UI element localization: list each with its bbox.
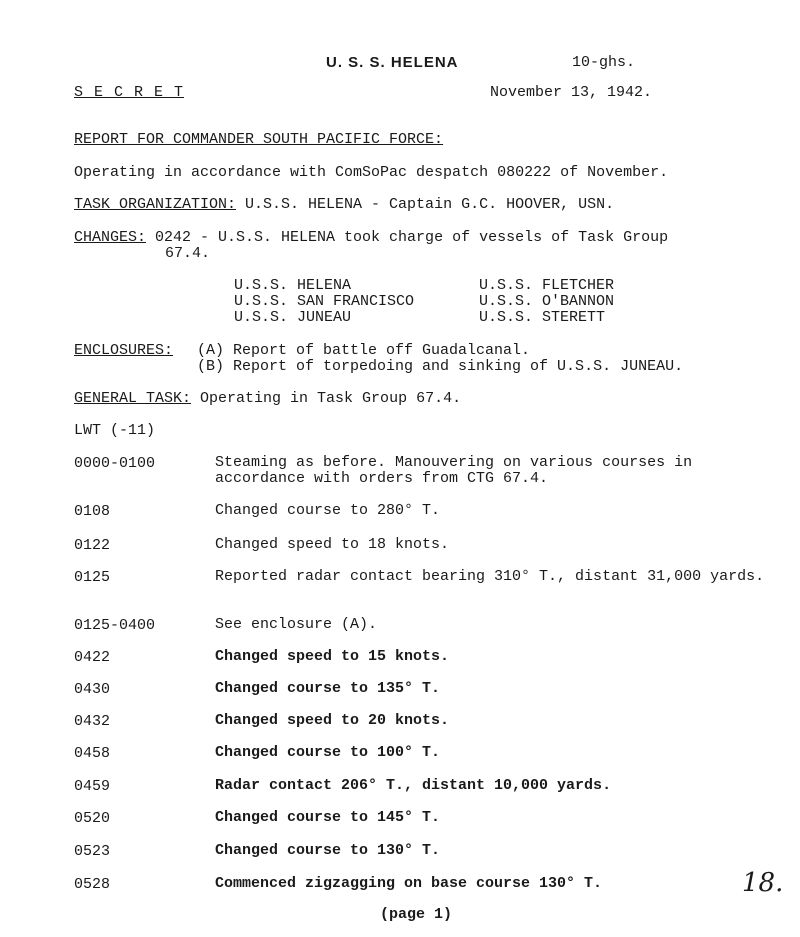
- log-time: 0125: [74, 569, 111, 586]
- log-time: 0520: [74, 810, 111, 827]
- ship-right-2: U.S.S. O'BANNON: [479, 293, 615, 310]
- ship-left-2: U.S.S. SAN FRANCISCO: [234, 293, 415, 310]
- ship-right-3: U.S.S. STERETT: [479, 309, 606, 326]
- ship-left-3: U.S.S. JUNEAU: [234, 309, 352, 326]
- log-time: 0108: [74, 503, 111, 520]
- log-text: Changed course to 145° T.: [215, 809, 441, 826]
- log-text: Radar contact 206° T., distant 10,000 yards.: [215, 777, 612, 794]
- changes-continuation: 67.4.: [165, 245, 211, 262]
- log-text: See enclosure (A).: [215, 616, 378, 633]
- ship-left-1: U.S.S. HELENA: [234, 277, 352, 294]
- enclosure-b: (B) Report of torpedoing and sinking of U.S.S. JUNEAU.: [197, 358, 684, 375]
- ship-title: U. S. S. HELENA: [326, 54, 459, 71]
- log-text: Changed course to 280° T.: [215, 502, 441, 519]
- log-time: 0523: [74, 843, 111, 860]
- log-text: Changed speed to 18 knots.: [215, 536, 450, 553]
- log-text: Changed course to 100° T.: [215, 744, 441, 761]
- log-time: 0432: [74, 713, 111, 730]
- enclosures-label: ENCLOSURES:: [74, 342, 174, 359]
- log-time: 0528: [74, 876, 111, 893]
- log-text: Changed speed to 20 knots.: [215, 712, 450, 729]
- page-number: (page 1): [380, 906, 453, 923]
- changes-label: CHANGES:: [74, 229, 147, 246]
- ship-right-1: U.S.S. FLETCHER: [479, 277, 615, 294]
- log-text: Changed course to 130° T.: [215, 842, 441, 859]
- changes-text: 0242 - U.S.S. HELENA took charge of vessels of Task Group: [146, 229, 669, 246]
- handwritten-page-number: 18.: [742, 868, 784, 898]
- log-text: Steaming as before. Manouvering on various courses in accordance with orders from CTG 67.4.: [215, 454, 693, 487]
- log-time: 0459: [74, 778, 111, 795]
- general-task: [74, 390, 461, 407]
- log-text: Changed course to 135° T.: [215, 680, 441, 697]
- general-task-label: GENERAL TASK:: [74, 390, 192, 407]
- log-text: Commenced zigzagging on base course 130° T.: [215, 875, 603, 892]
- log-time: 0125-0400: [74, 617, 156, 634]
- task-org-text: U.S.S. HELENA - Captain G.C. HOOVER, USN.: [236, 196, 615, 213]
- log-time: 0430: [74, 681, 111, 698]
- log-time: 0422: [74, 649, 111, 666]
- log-time: 0458: [74, 745, 111, 762]
- general-task-text: Operating in Task Group 67.4.: [191, 390, 462, 407]
- changes-line: [74, 229, 668, 246]
- task-organization: [74, 196, 614, 213]
- enclosure-a: (A) Report of battle off Guadalcanal.: [197, 342, 531, 359]
- reference-code: 10-ghs.: [572, 54, 636, 71]
- operating-line: Operating in accordance with ComSoPac despatch 080222 of November.: [74, 164, 669, 181]
- log-time: 0122: [74, 537, 111, 554]
- report-date: November 13, 1942.: [490, 84, 653, 101]
- lwt-zone: LWT (-11): [74, 422, 156, 439]
- log-time: 0000-0100: [74, 455, 156, 472]
- log-text: Changed speed to 15 knots.: [215, 648, 450, 665]
- log-text: Reported radar contact bearing 310° T., distant 31,000 yards.: [215, 568, 765, 585]
- classification: S E C R E T: [74, 84, 185, 101]
- task-org-label: TASK ORGANIZATION:: [74, 196, 237, 213]
- report-title: REPORT FOR COMMANDER SOUTH PACIFIC FORCE:: [74, 131, 444, 148]
